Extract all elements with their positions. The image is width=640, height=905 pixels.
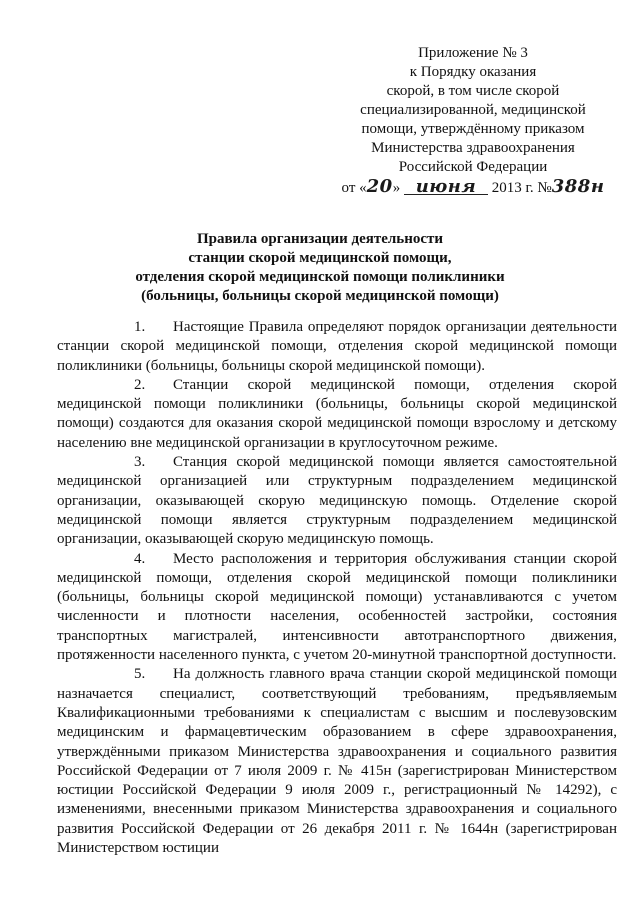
document-body — [57, 318, 617, 858]
paragraph-text: Настоящие Правила определяют порядок организации деятельности станции скорой медицинской помощи, отделения скорой медицинской помощи поликлиники (больницы, больницы скорой медицинской помощи). — [57, 319, 617, 374]
handwritten-day: 20 — [366, 176, 393, 197]
date-year: 2013 г. № — [487, 180, 552, 196]
title-line: отделения скорой медицинской помощи поликлиники — [135, 269, 505, 285]
paragraph — [57, 665, 617, 858]
appendix-line: Приложение № 3 — [418, 45, 528, 61]
document-title — [80, 230, 560, 306]
appendix-line: Российской Федерации — [398, 159, 548, 175]
date-mid: » — [392, 180, 401, 196]
appendix-line: Министерства здравоохранения — [371, 140, 575, 156]
appendix-line: специализированной, медицинской — [360, 102, 586, 118]
handwritten-order-number: 388н — [551, 176, 605, 197]
paragraph-number: 3. — [134, 454, 146, 471]
appendix-line: скорой, в том числе скорой — [386, 83, 560, 99]
paragraph-text: Станции скорой медицинской помощи, отделения скорой медицинской помощи поликлиники (больницы, больницы скорой медицинской помощи) создаются для оказания скорой медицинской помощи взрослому и детскому населению вне медицинской организации в круглосуточном режиме. — [57, 376, 617, 451]
paragraph-text: На должность главного врача станции скорой медицинской помощи назначается специалист, соответствующий требованиям, предъявляемым Квалификационными требованиями к специалистам с высшим и послевузовским медицинским и фармацевтическим образованием в сфере здравоохранения, утверждёнными приказом Министерства здравоохранения и социального развития Российской Федерации от 7 июля 2009 г. № 415н (зарегистрирован Министерством юстиции Российской Федерации 9 июля 2009 г., регистрационный № 14292), с изменениями, внесенными приказом Министерства здравоохранения и социального развития Российской Федерации от 26 декабря 2011 г. № 1644н (зарегистрирован Министерством юстиции — [57, 666, 617, 857]
date-prefix: от « — [341, 180, 367, 196]
appendix-line: помощи, утверждённому приказом — [361, 121, 585, 137]
title-line: (больницы, больницы скорой медицинской помощи) — [141, 288, 499, 304]
paragraph-number: 4. — [134, 550, 146, 567]
paragraph — [57, 550, 617, 666]
paragraph-text: Место расположения и территория обслуживания станции скорой медицинской помощи, отделения скорой медицинской помощи поликлиники (больницы, больницы скорой медицинской помощи) устанавливаются с учетом численности и плотности населения, особенностей застройки, состояния транспортных магистралей, интенсивности автотранспортного движения, протяженности населенного пункта, с учетом 20-минутной транспортной доступности. — [57, 550, 617, 664]
handwritten-month: июня — [404, 179, 488, 195]
paragraph-text: Станция скорой медицинской помощи является самостоятельной медицинской организацией или структурным подразделением медицинской организации, оказывающей скорую медицинскую помощь. Отделение скорой медицинской помощи является структурным подразделением медицинской организации, оказывающей скорую медицинскую помощь. — [57, 454, 617, 548]
order-date-line — [330, 177, 616, 198]
paragraph-number: 1. — [134, 319, 146, 335]
appendix-header — [330, 44, 616, 198]
paragraph — [57, 376, 617, 453]
appendix-line: к Порядку оказания — [409, 64, 537, 80]
paragraph-number: 5. — [134, 666, 146, 683]
paragraph-number: 2. — [134, 376, 146, 393]
title-line: станции скорой медицинской помощи, — [188, 250, 452, 266]
paragraph — [57, 318, 617, 376]
paragraph — [57, 453, 617, 549]
title-line: Правила организации деятельности — [196, 231, 444, 247]
